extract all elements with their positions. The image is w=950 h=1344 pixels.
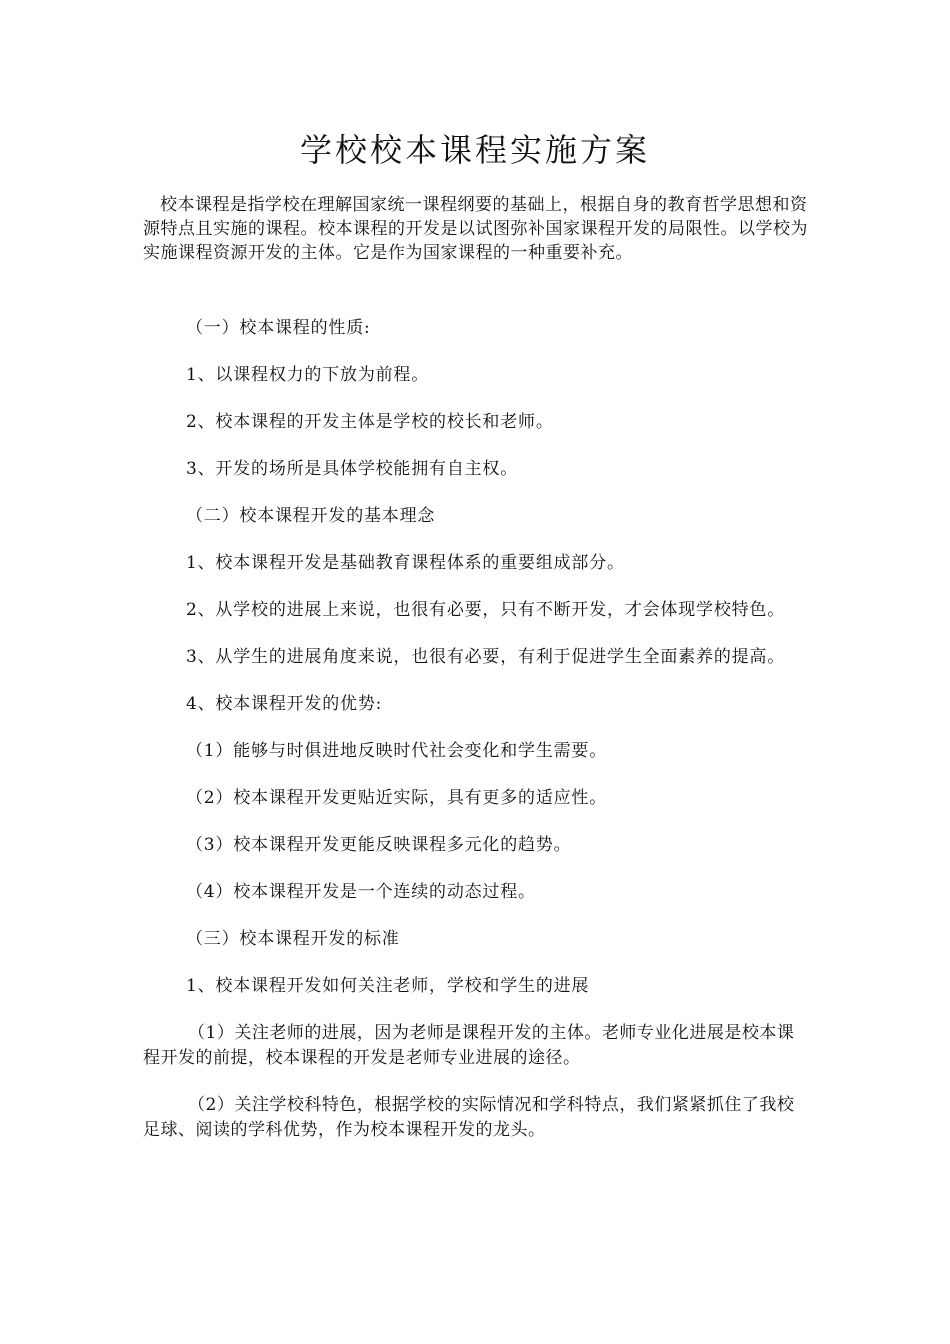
sub-list-item: （3）校本课程开发更能反映课程多元化的趋势。 [186, 835, 572, 855]
list-item: 1、以课程权力的下放为前程。 [186, 365, 430, 385]
section-heading-3: （三）校本课程开发的标准 [186, 929, 400, 949]
paragraph: （2）关注学校科特色，根据学校的实际情况和学科特点，我们紧紧抓住了我校足球、阅读的学科优势，作为校本课程开发的龙头。 [143, 1095, 795, 1140]
list-item: 3、开发的场所是具体学校能拥有自主权。 [186, 459, 519, 479]
document-title: 学校校本课程实施方案 [299, 131, 650, 169]
list-item: 1、校本课程开发如何关注老师，学校和学生的进展 [186, 976, 590, 996]
sub-list-item: （1）能够与时俱进地反映时代社会变化和学生需要。 [186, 741, 608, 761]
paragraph: （1）关注老师的进展，因为老师是课程开发的主体。老师专业化进展是校本课程开发的前提，校本课程的开发是老师专业进展的途径。 [143, 1023, 795, 1068]
list-item: 3、从学生的进展角度来说，也很有必要，有利于促进学生全面素养的提高。 [186, 647, 786, 667]
list-item: 2、校本课程的开发主体是学校的校长和老师。 [186, 412, 554, 432]
list-item: 4、校本课程开发的优势: [186, 694, 383, 714]
section-heading-1: （一）校本课程的性质: [186, 318, 371, 338]
list-item: 2、从学校的进展上来说，也很有必要，只有不断开发，才会体现学校特色。 [186, 600, 786, 620]
intro-paragraph: 校本课程是指学校在理解国家统一课程纲要的基础上，根据自身的教育哲学思想和资源特点且实施的课程。校本课程的开发是以试图弥补国家课程开发的局限性。以学校为实施课程资源开发的主体。它是作为国家课程的一种重要补充。 [143, 195, 808, 263]
sub-list-item: （4）校本课程开发是一个连续的动态过程。 [186, 882, 536, 902]
section-heading-2: （二）校本课程开发的基本理念 [186, 506, 436, 526]
list-item: 1、校本课程开发是基础教育课程体系的重要组成部分。 [186, 553, 625, 573]
sub-list-item: （2）校本课程开发更贴近实际，具有更多的适应性。 [186, 788, 608, 808]
